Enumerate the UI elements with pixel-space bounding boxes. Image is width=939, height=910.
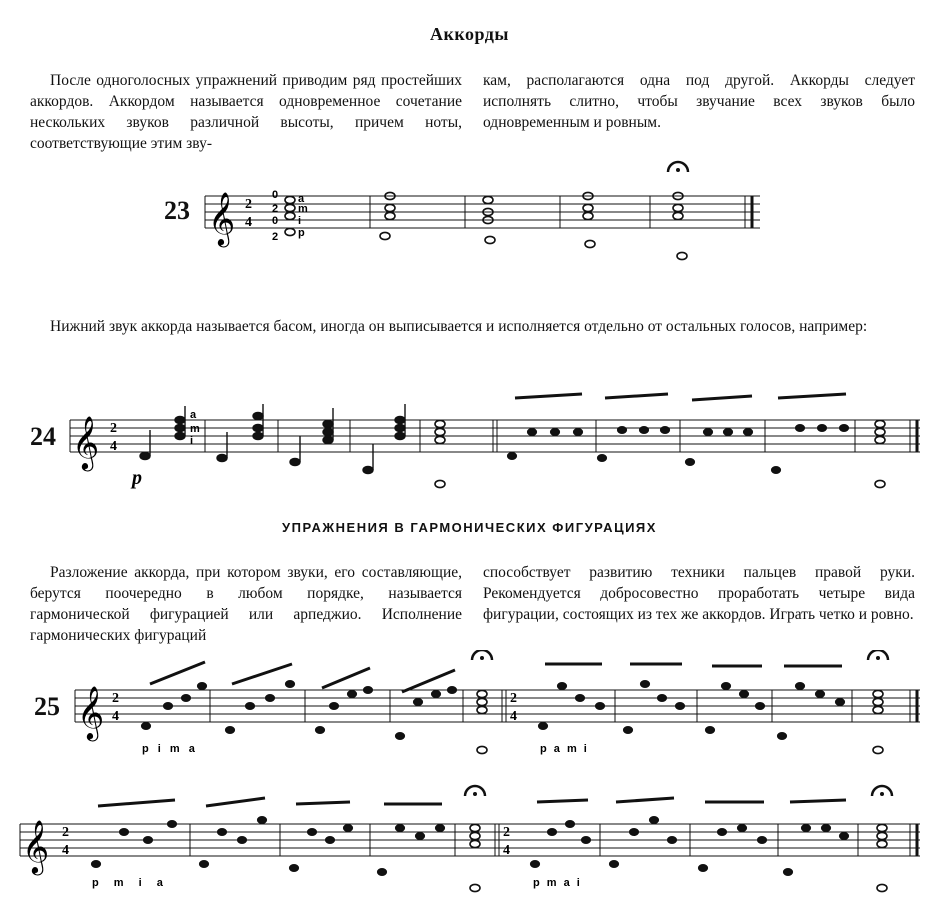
time-sig-bottom: 4 [112,709,119,724]
time-sig-top: 2 [62,825,69,840]
treble-clef-icon: 𝄞 [208,191,236,245]
arpeggio-left-column [30,562,462,646]
time-sig-top: 2 [245,197,252,212]
intro-left-column [30,70,462,154]
fingering-right-a: a [298,193,305,205]
time-sig-bottom-2: 4 [503,843,510,858]
treble-clef-icon: 𝄞 [22,819,50,873]
example-number-24: 24 [30,422,56,451]
example-23-staff [0,150,939,270]
example-24-staff [0,392,939,502]
pattern-pima: p i m a [142,743,198,755]
section-heading: УПРАЖНЕНИЯ В ГАРМОНИЧЕСКИХ ФИГУРАЦИЯХ [282,520,657,535]
arpeggio-right-text: способствует развитию техники пальцев правой руки. Рекомендуется добросовестно проработать четыре вида фигурации, состоящих из тех же аккордов. Играть четко и ровно. [483,564,915,623]
time-sig-bottom: 4 [245,215,252,230]
intro-right-text: кам, располагаются одна под другой. Аккорды следует исполнять слитно, чтобы звучание всех звуков было одновременным и ровным. [483,72,915,131]
time-sig-bottom: 4 [62,843,69,858]
fingering-right-i: i [298,215,302,227]
fingering-left-0: 0 [272,189,279,201]
intro-right-column [483,70,915,133]
fingering-right-m: m [298,203,308,215]
arpeggio-right-column [483,562,915,625]
fingering-m: m [190,423,200,435]
treble-clef-icon: 𝄞 [72,415,100,469]
arpeggio-left-text: Разложение аккорда, при котором звуки, его составляющие, берутся поочередно в любом порядке, называется гармонической фигурацией или арпеджио. Исполнение гармонических фигураций [30,564,462,644]
treble-clef-icon: 𝄞 [77,685,105,739]
dynamic-marking: p [132,467,142,489]
page-title: Аккорды [430,24,509,44]
example-number-25: 25 [34,692,60,721]
fingering-a: a [190,409,197,421]
time-sig-top-2: 2 [503,825,510,840]
intro-left-text: После одноголосных упражнений приводим ряд простейших аккордов. Аккордом называется одновременное сочетание нескольких звуков различной высоты, причем ноты, соответствующие этим зву- [30,72,462,152]
time-sig-top: 2 [112,691,119,706]
fingering-left-2: 0 [272,215,279,227]
fingering-i: i [190,435,194,447]
fingering-left-1: 2 [272,203,279,215]
fingering-left-3: 2 [272,231,279,243]
time-sig-bottom: 4 [110,439,117,454]
time-sig-bottom-2: 4 [510,709,517,724]
example-number-23: 23 [164,196,190,225]
pattern-pmai: p m a i [533,877,582,889]
time-sig-top-2: 2 [510,691,517,706]
pattern-pmia: p m i a [92,877,169,889]
example-25b-staff [0,784,939,904]
fingering-right-p: p [298,227,305,239]
pattern-pami: p a m i [540,743,589,755]
time-sig-top: 2 [110,421,117,436]
example-25-staff [0,650,939,760]
bass-paragraph: Нижний звук аккорда называется басом, иногда он выписывается и исполняется отдельно от остальных голосов, например: [50,318,868,335]
